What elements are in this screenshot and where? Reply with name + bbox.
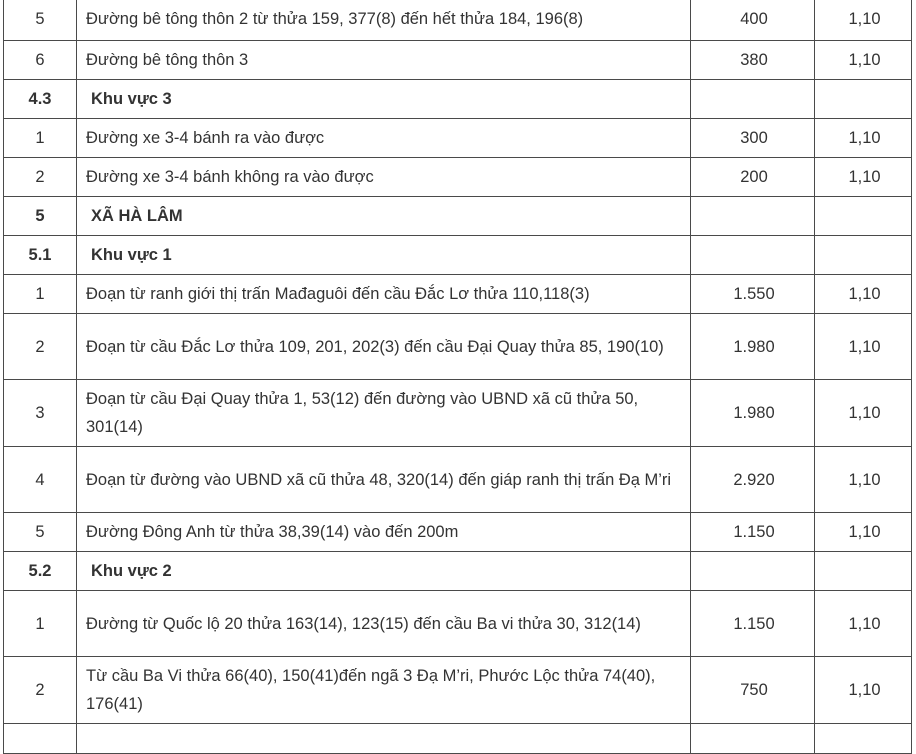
- section-title: Khu vực 1: [77, 236, 691, 275]
- table-row: [4, 447, 912, 513]
- section-title: Khu vực 2: [77, 552, 691, 591]
- row-coefficient: 1,10: [815, 314, 912, 380]
- row-price: 200: [691, 158, 815, 197]
- row-coefficient: [815, 80, 912, 119]
- row-number: 2: [4, 314, 77, 380]
- row-number: 3: [4, 380, 77, 447]
- row-coefficient: [815, 197, 912, 236]
- row-coefficient: 1,10: [815, 119, 912, 158]
- row-coefficient: 1,10: [815, 657, 912, 724]
- row-price: 1.550: [691, 275, 815, 314]
- row-price: 2.920: [691, 447, 815, 513]
- row-coefficient: 1,10: [815, 591, 912, 657]
- row-number: 1: [4, 119, 77, 158]
- table-row: [4, 0, 912, 41]
- row-price: [691, 552, 815, 591]
- row-description: [77, 724, 691, 754]
- row-price: 750: [691, 657, 815, 724]
- row-number: 6: [4, 41, 77, 80]
- row-description: Đoạn từ cầu Đắc Lơ thửa 109, 201, 202(3) đến cầu Đại Quay thửa 85, 190(10): [77, 314, 691, 380]
- row-description: Đường bê tông thôn 3: [77, 41, 691, 80]
- section-title: XÃ HÀ LÂM: [77, 197, 691, 236]
- row-price: 1.980: [691, 314, 815, 380]
- row-number: [4, 724, 77, 754]
- table-row: [4, 314, 912, 380]
- row-number: 2: [4, 158, 77, 197]
- row-coefficient: [815, 236, 912, 275]
- table-row: [4, 724, 912, 754]
- table-row: [4, 591, 912, 657]
- row-description: Đường xe 3-4 bánh ra vào được: [77, 119, 691, 158]
- row-coefficient: 1,10: [815, 275, 912, 314]
- row-number: 1: [4, 591, 77, 657]
- row-number: 5: [4, 0, 77, 41]
- row-description: Đường xe 3-4 bánh không ra vào được: [77, 158, 691, 197]
- row-number: 5: [4, 513, 77, 552]
- section-number: 4.3: [4, 80, 77, 119]
- row-price: 1.150: [691, 591, 815, 657]
- row-description: Đoạn từ đường vào UBND xã cũ thửa 48, 320(14) đến giáp ranh thị trấn Đạ M’ri: [77, 447, 691, 513]
- land-price-table: [3, 0, 912, 754]
- row-description: Đoạn từ cầu Đại Quay thửa 1, 53(12) đến đường vào UBND xã cũ thửa 50, 301(14): [77, 380, 691, 447]
- table-row: [4, 119, 912, 158]
- row-coefficient: 1,10: [815, 447, 912, 513]
- row-price: [691, 80, 815, 119]
- row-coefficient: 1,10: [815, 380, 912, 447]
- row-number: 4: [4, 447, 77, 513]
- row-description: Từ cầu Ba Vi thửa 66(40), 150(41)đến ngã 3 Đạ M’ri, Phước Lộc thửa 74(40), 176(41): [77, 657, 691, 724]
- row-description: Đường Đông Anh từ thửa 38,39(14) vào đến 200m: [77, 513, 691, 552]
- row-coefficient: 1,10: [815, 41, 912, 80]
- section-title: Khu vực 3: [77, 80, 691, 119]
- row-coefficient: 1,10: [815, 513, 912, 552]
- section-number: 5.2: [4, 552, 77, 591]
- row-price: 1.150: [691, 513, 815, 552]
- row-price: 1.980: [691, 380, 815, 447]
- row-description: Đường từ Quốc lộ 20 thửa 163(14), 123(15) đến cầu Ba vi thửa 30, 312(14): [77, 591, 691, 657]
- section-row: [4, 80, 912, 119]
- section-row: [4, 552, 912, 591]
- table-row: [4, 275, 912, 314]
- row-price: 300: [691, 119, 815, 158]
- row-coefficient: 1,10: [815, 158, 912, 197]
- section-number: 5: [4, 197, 77, 236]
- table-row: [4, 41, 912, 80]
- row-price: 380: [691, 41, 815, 80]
- row-description: Đoạn từ ranh giới thị trấn Mađaguôi đến cầu Đắc Lơ thửa 110,118(3): [77, 275, 691, 314]
- section-number: 5.1: [4, 236, 77, 275]
- table-row: [4, 513, 912, 552]
- section-row: [4, 236, 912, 275]
- section-row: [4, 197, 912, 236]
- table-row: [4, 657, 912, 724]
- row-price: [691, 724, 815, 754]
- row-number: 1: [4, 275, 77, 314]
- row-price: 400: [691, 0, 815, 41]
- row-price: [691, 236, 815, 275]
- row-coefficient: 1,10: [815, 0, 912, 41]
- row-coefficient: [815, 724, 912, 754]
- row-number: 2: [4, 657, 77, 724]
- table-row: [4, 158, 912, 197]
- row-description: Đường bê tông thôn 2 từ thửa 159, 377(8) đến hết thửa 184, 196(8): [77, 0, 691, 41]
- table-row: [4, 380, 912, 447]
- row-price: [691, 197, 815, 236]
- row-coefficient: [815, 552, 912, 591]
